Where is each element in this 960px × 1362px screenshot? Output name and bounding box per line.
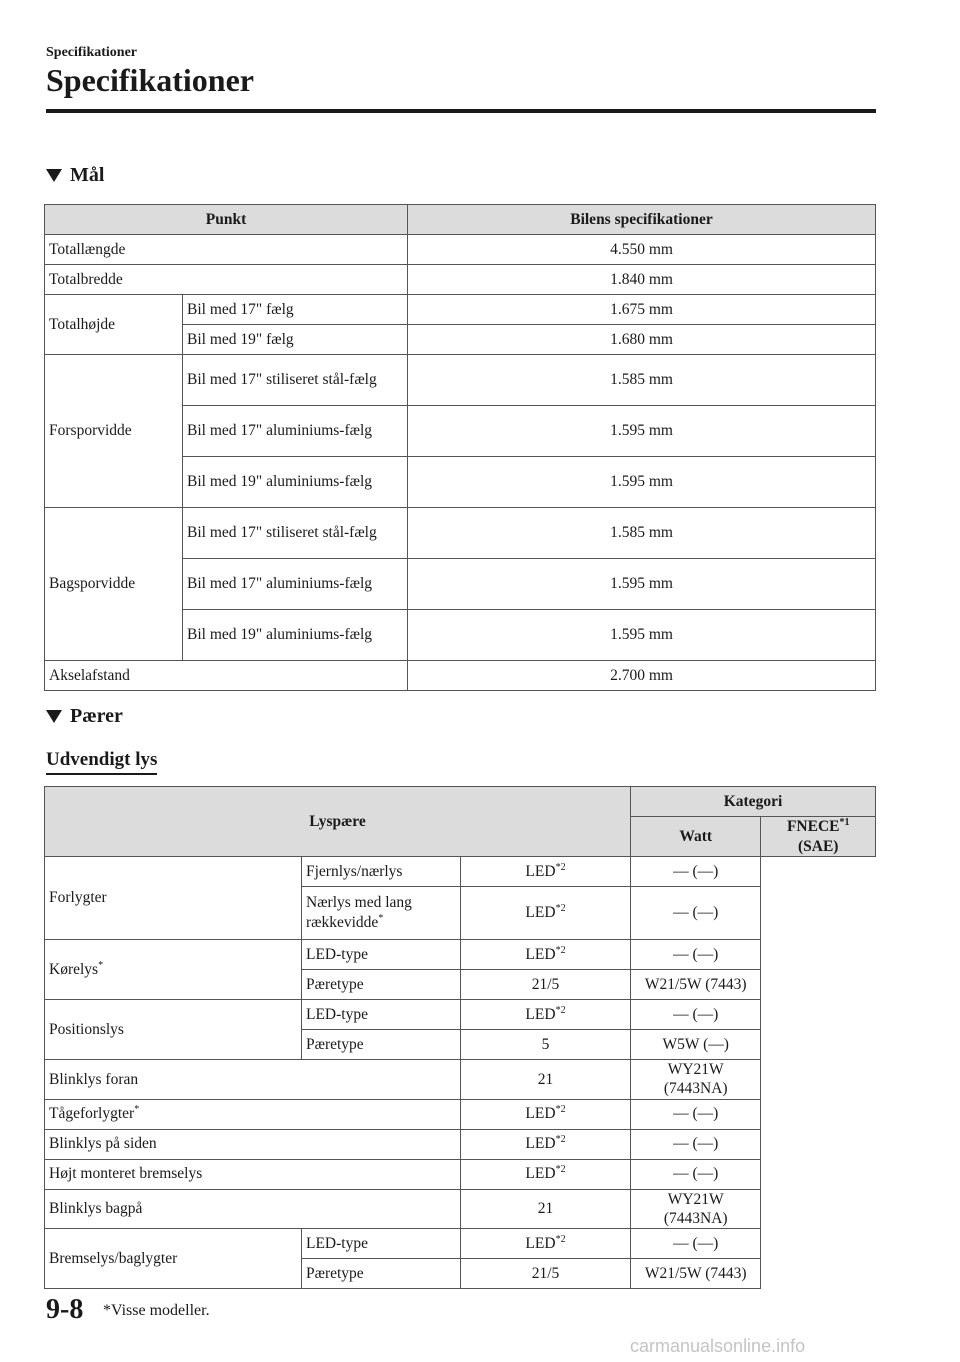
table-row	[45, 1099, 876, 1129]
row-label: Bremselys/baglygter	[45, 1229, 302, 1289]
table-row	[45, 856, 876, 886]
breadcrumb: Specifikationer	[46, 45, 137, 60]
watermark: carmanualsonline.info	[630, 1336, 806, 1356]
sub-label: LED-type	[302, 939, 461, 969]
row-label: Tågeforlygter*	[45, 1099, 461, 1129]
row-value: 1.595 mm	[408, 406, 876, 457]
row-value: 2.700 mm	[408, 661, 876, 691]
sub-label: Pæretype	[302, 1029, 461, 1059]
watt-value: LED$^{*2}$	[461, 999, 631, 1029]
table-row	[45, 999, 876, 1029]
row-label: Akselafstand	[45, 661, 408, 691]
section-heading-dimensions	[46, 164, 104, 187]
row-label: Forsporvidde	[45, 355, 183, 508]
watt-value: 21	[461, 1189, 631, 1229]
table-row	[45, 235, 876, 265]
table-row	[45, 508, 876, 559]
fnece-value: W21/5W (7443)	[631, 1259, 761, 1289]
sub-label: Bil med 17" aluminiums-fælg	[183, 559, 408, 610]
row-value: 1.595 mm	[408, 610, 876, 661]
sub-label: Bil med 19" aluminiums-fælg	[183, 610, 408, 661]
column-header: Kategori	[631, 787, 876, 817]
sub-label: LED-type	[302, 1229, 461, 1259]
row-value: 1.680 mm	[408, 325, 876, 355]
subsection-heading: Udvendigt lys	[46, 749, 157, 775]
watt-value: LED$^{*2}$	[461, 1099, 631, 1129]
sub-label: Bil med 17" stiliseret stål-fælg	[183, 355, 408, 406]
column-header: FNECE$^{*1}$ (SAE)	[761, 817, 876, 857]
row-label: Højt monteret bremselys	[45, 1159, 461, 1189]
fnece-value: W5W (—)	[631, 1029, 761, 1059]
dimensions-table	[44, 204, 876, 691]
sub-label: Bil med 17" fælg	[183, 295, 408, 325]
fnece-value: — (—)	[631, 1159, 761, 1189]
row-label: Totalbredde	[45, 265, 408, 295]
row-value: 1.595 mm	[408, 457, 876, 508]
table-row	[45, 661, 876, 691]
fnece-value: — (—)	[631, 886, 761, 939]
title-divider	[46, 109, 876, 113]
watt-value: 21/5	[461, 969, 631, 999]
section-heading-label: Mål	[70, 164, 105, 186]
page-title: Specifikationer	[46, 62, 254, 98]
row-value: 4.550 mm	[408, 235, 876, 265]
watt-value: LED$^{*2}$	[461, 1229, 631, 1259]
sub-label: Bil med 17" aluminiums-fælg	[183, 406, 408, 457]
sub-label: Nærlys med lang rækkevidde*	[302, 886, 461, 939]
fnece-value: — (—)	[631, 939, 761, 969]
table-row	[45, 1129, 876, 1159]
table-row	[45, 265, 876, 295]
row-value: 1.675 mm	[408, 295, 876, 325]
fnece-value: — (—)	[631, 999, 761, 1029]
table-row	[45, 939, 876, 969]
row-label: Forlygter	[45, 856, 302, 939]
triangle-down-icon	[46, 169, 62, 182]
fnece-value: — (—)	[631, 1229, 761, 1259]
sub-label: Bil med 17" stiliseret stål-fælg	[183, 508, 408, 559]
row-value: 1.585 mm	[408, 355, 876, 406]
sub-label: Bil med 19" aluminiums-fælg	[183, 457, 408, 508]
watt-value: 21/5	[461, 1259, 631, 1289]
table-row	[45, 1229, 876, 1259]
row-label: Blinklys på siden	[45, 1129, 461, 1159]
fnece-value: WY21W (7443NA)	[631, 1189, 761, 1229]
table-row	[45, 355, 876, 406]
sub-label: Fjernlys/nærlys	[302, 856, 461, 886]
watt-value: LED$^{*2}$	[461, 886, 631, 939]
table-header-row	[45, 787, 876, 817]
table-row	[45, 295, 876, 325]
watt-value: LED$^{*2}$	[461, 856, 631, 886]
fnece-value: — (—)	[631, 1129, 761, 1159]
section-heading-label: Pærer	[70, 705, 123, 727]
row-label: Blinklys foran	[45, 1059, 461, 1099]
watt-value: LED$^{*2}$	[461, 939, 631, 969]
sub-label: Pæretype	[302, 969, 461, 999]
section-heading-bulbs	[46, 705, 123, 728]
fnece-value: — (—)	[631, 1099, 761, 1129]
row-label: Totalhøjde	[45, 295, 183, 355]
watt-value: 21	[461, 1059, 631, 1099]
sub-label: LED-type	[302, 999, 461, 1029]
table-header-row	[45, 205, 876, 235]
row-label: Blinklys bagpå	[45, 1189, 461, 1229]
column-header: Lyspære	[45, 787, 631, 857]
table-row	[45, 1189, 876, 1229]
column-header: Watt	[631, 817, 761, 857]
column-header: Bilens specifikationer	[408, 205, 876, 235]
page-number: 9-8	[46, 1294, 84, 1325]
triangle-down-icon	[46, 710, 62, 723]
bulbs-table	[44, 786, 876, 1289]
watt-value: LED$^{*2}$	[461, 1159, 631, 1189]
row-value: 1.585 mm	[408, 508, 876, 559]
fnece-value: — (—)	[631, 856, 761, 886]
row-label: Kørelys*	[45, 939, 302, 999]
sub-label: Pæretype	[302, 1259, 461, 1289]
sub-label: Bil med 19" fælg	[183, 325, 408, 355]
table-row	[45, 1159, 876, 1189]
row-value: 1.840 mm	[408, 265, 876, 295]
column-header: Punkt	[45, 205, 408, 235]
footnote: *Visse modeller.	[103, 1302, 210, 1319]
row-value: 1.595 mm	[408, 559, 876, 610]
fnece-value: WY21W (7443NA)	[631, 1059, 761, 1099]
watt-value: 5	[461, 1029, 631, 1059]
watt-value: LED$^{*2}$	[461, 1129, 631, 1159]
row-label: Bagsporvidde	[45, 508, 183, 661]
table-row	[45, 1059, 876, 1099]
row-label: Totallængde	[45, 235, 408, 265]
row-label: Positionslys	[45, 999, 302, 1059]
fnece-value: W21/5W (7443)	[631, 969, 761, 999]
